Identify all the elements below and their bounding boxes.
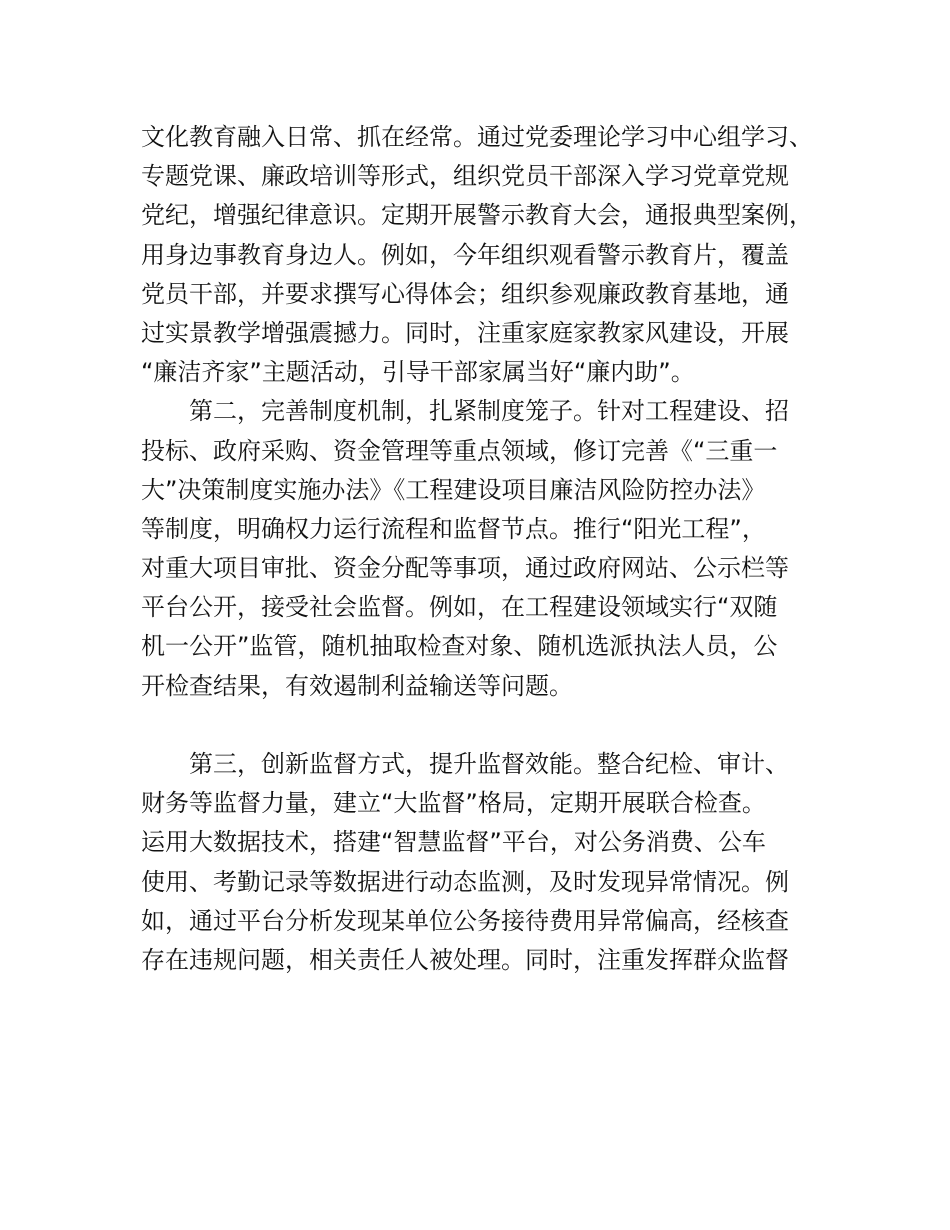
paragraph-3 (141, 745, 841, 980)
paragraph-2 (141, 392, 841, 745)
text-line: 对重大项目审批、资金分配等事项，通过政府网站、公示栏等 (141, 554, 789, 583)
text-line: 第三，创新监督方式，提升监督效能。整合纪检、审计、 (141, 750, 789, 778)
text-line: 专题党课、廉政培训等形式，组织党员干部深入学习党章党规 (141, 162, 789, 191)
text-line: 党纪，增强纪律意识。定期开展警示教育大会，通报典型案例， (141, 201, 813, 230)
text-line: 运用大数据技术，搭建“智慧监督”平台，对公务消费、公车 (141, 828, 766, 857)
text-line: 开检查结果，有效遏制利益输送等问题。 (141, 671, 573, 700)
text-line: 等制度，明确权力运行流程和监督节点。推行“阳光工程”， (141, 514, 766, 543)
text-line: 大”决策制度实施办法》《工程建设项目廉洁风险防控办法》 (141, 475, 766, 504)
text-line: 使用、考勤记录等数据进行动态监测，及时发现异常情况。例 (141, 867, 789, 896)
text-line: 投标、政府采购、资金管理等重点领域，修订完善《“三重一 (141, 436, 778, 465)
text-line: 财务等监督力量，建立“大监督”格局，定期开展联合检查。 (141, 789, 766, 818)
paragraph-1 (141, 118, 841, 392)
text-line: 如，通过平台分析发现某单位公务接待费用异常偏高，经核查 (141, 906, 789, 935)
text-line: 存在违规问题，相关责任人被处理。同时，注重发挥群众监督 (141, 945, 789, 974)
text-line: 文化教育融入日常、抓在经常。通过党委理论学习中心组学习、 (141, 123, 813, 151)
text-line: 过实景教学增强震撼力。同时，注重家庭家教家风建设，开展 (141, 318, 789, 347)
text-line: 第二，完善制度机制，扎紧制度笼子。针对工程建设、招 (141, 397, 789, 426)
text-line: 党员干部，并要求撰写心得体会；组织参观廉政教育基地，通 (141, 279, 789, 308)
text-line: 平台公开，接受社会监督。例如，在工程建设领域实行“双随 (141, 593, 778, 622)
text-line: “廉洁齐家”主题活动，引导干部家属当好“廉内助”。 (141, 358, 695, 387)
document-body (141, 118, 841, 980)
text-line: 机一公开”监管，随机抽取检查对象、随机选派执法人员，公 (141, 632, 778, 661)
text-line (141, 706, 841, 745)
text-line: 用身边事教育身边人。例如，今年组织观看警示教育片，覆盖 (141, 240, 789, 269)
